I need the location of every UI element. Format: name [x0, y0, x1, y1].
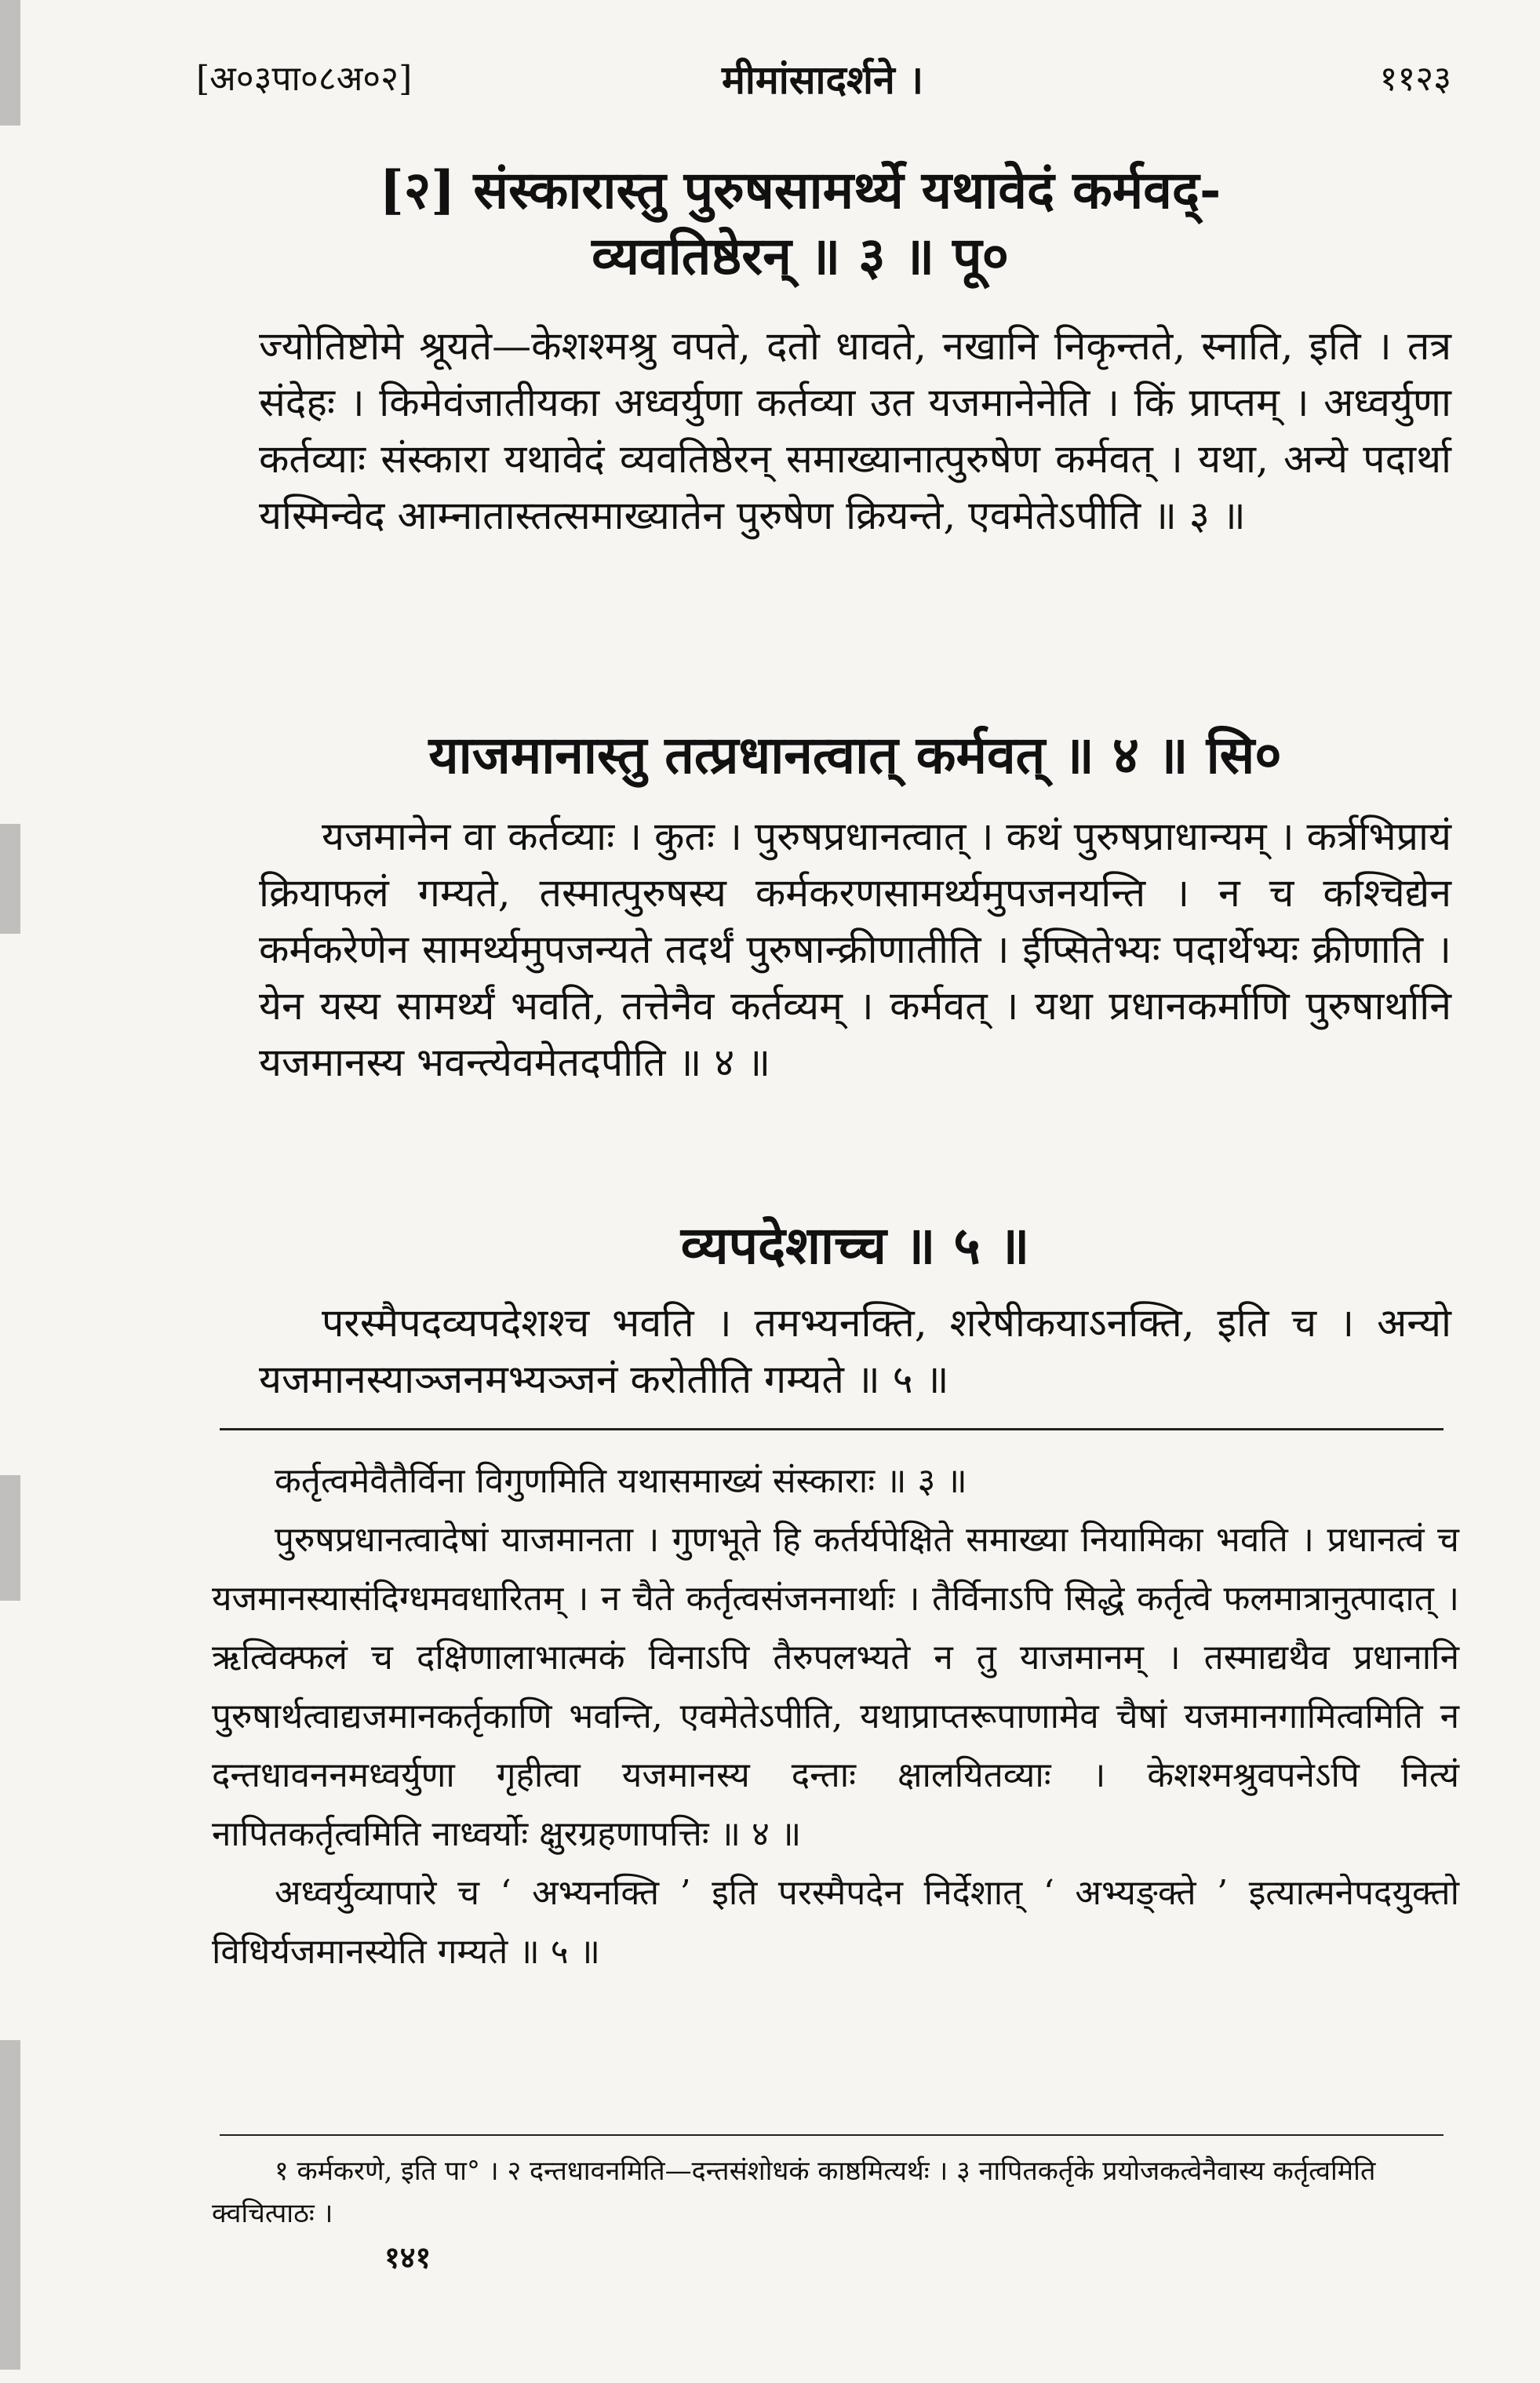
commentary-section [212, 1452, 1459, 1981]
sutra-3-line2: व्यवतिष्ठेरन् ॥ ३ ॥ पू० [592, 225, 1009, 286]
footnote-divider [220, 2134, 1444, 2136]
bottom-page-number: १४१ [384, 2239, 431, 2275]
commentary-para: अध्वर्युव्यापारे च ‘ अभ्यनक्ति ’ इति परस्मैपदेन निर्देशात् ‘ अभ्यङ्क्ते ’ इत्यात्मनेपदयुक्तो विधिर्यजमानस्येति गम्यते ॥ ५ ॥ [212, 1873, 1459, 1972]
footnote-text: १ कर्मकरणे, इति पा° । २ दन्तधावनमिति—दन्तसंशोधकं काष्ठमित्यर्थः । ३ नापितकर्तृके प्रयोजकत्वेनैवास्य कर्तृत्वमिति क्वचित्पाठः । [212, 2155, 1376, 2229]
bhashya-4-text: यजमानेन वा कर्तव्याः । कुतः । पुरुषप्रधानत्वात् । कथं पुरुषप्राधान्यम् । कर्त्रभिप्रायं क्रियाफलं गम्यते, तस्मात्पुरुषस्य कर्मकरणसामर्थ्यमुपजनयन्ति । न च कश्चिद्येन कर्मकरेणेन सामर्थ्यमुपजन्यते तदर्थं पुरुषान्क्रीणातीति । ईप्सितेभ्यः पदार्थेभ्यः क्रीणाति । येन यस्य सामर्थ्यं भवति, तत्तेनैव कर्तव्यम् । कर्मवत् । यथा प्रधानकर्माणि पुरुषार्थानि यजमानस्य भवन्त्येवमेतदपीति ॥ ४ ॥ [259, 814, 1451, 1085]
divider [220, 1428, 1444, 1430]
sutra-5-text: व्यपदेशाच्च ॥ ५ ॥ [680, 1215, 1030, 1276]
scan-edge-shadow [0, 2040, 20, 2370]
footnotes [212, 2150, 1459, 2235]
page-header [196, 38, 1451, 108]
sutra-3-line1: [२] संस्कारास्तु पुरुषसामर्थ्ये यथावेदं कर्मवद्- [379, 159, 1221, 220]
sutra-4 [259, 722, 1451, 788]
commentary-para: कर्तृत्वमेवैतैर्विना विगुणमिति यथासमाख्यं संस्काराः ॥ ३ ॥ [275, 1461, 967, 1501]
sutra-3 [235, 157, 1365, 289]
bhashya-4 [259, 808, 1451, 1091]
header-section-ref: [अ०३पा०८अ०२] [196, 59, 413, 99]
scan-edge-shadow [0, 824, 20, 934]
bhashya-5-text: परस्मैपदव्यपदेशश्च भवति । तमभ्यनक्ति, शरेषीकयाऽनक्ति, इति च । अन्यो यजमानस्याञ्जनमभ्यञ्जनं करोतीति गम्यते ॥ ५ ॥ [259, 1300, 1451, 1402]
header-page-number: ११२३ [1379, 59, 1451, 99]
sutra-5 [259, 1212, 1451, 1278]
bhashya-3-text: ज्योतिष्टोमे श्रूयते—केशश्मश्रु वपते, दतो धावते, नखानि निकृन्तते, स्नाति, इति । तत्र संदेहः । किमेवंजातीयका अध्वर्युणा कर्तव्या उत यजमानेनेति । किं प्राप्तम् । अध्वर्युणा कर्तव्याः संस्कारा यथावेदं व्यवतिष्ठेरन् समाख्यानात्पुरुषेण कर्मवत् । यथा, अन्ये पदार्था यस्मिन्वेद आम्नातास्तत्समाख्यातेन पुरुषेण क्रियन्ते, एवमेतेऽपीति ॥ ३ ॥ [259, 323, 1451, 538]
bhashya-3 [259, 318, 1451, 544]
scan-edge-shadow [0, 0, 20, 126]
scan-edge-shadow [0, 1475, 20, 1601]
header-title: मीमांसादर्शने । [722, 56, 924, 103]
sutra-4-text: याजमानास्तु तत्प्रधानत्वात् कर्मवत् ॥ ४ ॥ सि० [428, 724, 1282, 785]
commentary-para: पुरुषप्रधानत्वादेषां याजमानता । गुणभूते हि कर्तर्यपेक्षिते समाख्या नियामिका भवति । प्रधानत्वं च यजमानस्यासंदिग्धमवधारितम् । न चैते कर्तृत्वसंजननार्थाः । तैर्विनाऽपि सिद्धे कर्तृत्वे फलमात्रानुत्पादात् । ऋत्विक्फलं च दक्षिणालाभात्मकं विनाऽपि तैरुपलभ्यते न तु याजमानम् । तस्माद्यथैव प्रधानानि पुरुषार्थत्वाद्यजमानकर्तृकाणि भवन्ति, एवमेतेऽपीति, यथाप्राप्तरूपाणामेव चैषां यजमानगामित्वमिति न दन्तधावननमध्वर्युणा गृहीत्वा यजमानस्य दन्ताः क्षालयितव्याः । केशश्मश्रुवपनेऽपि नित्यं नापितकर्तृत्वमिति नाध्वर्योः क्षुरग्रहणापत्तिः ॥ ४ ॥ [212, 1520, 1459, 1854]
bhashya-5 [259, 1295, 1451, 1408]
